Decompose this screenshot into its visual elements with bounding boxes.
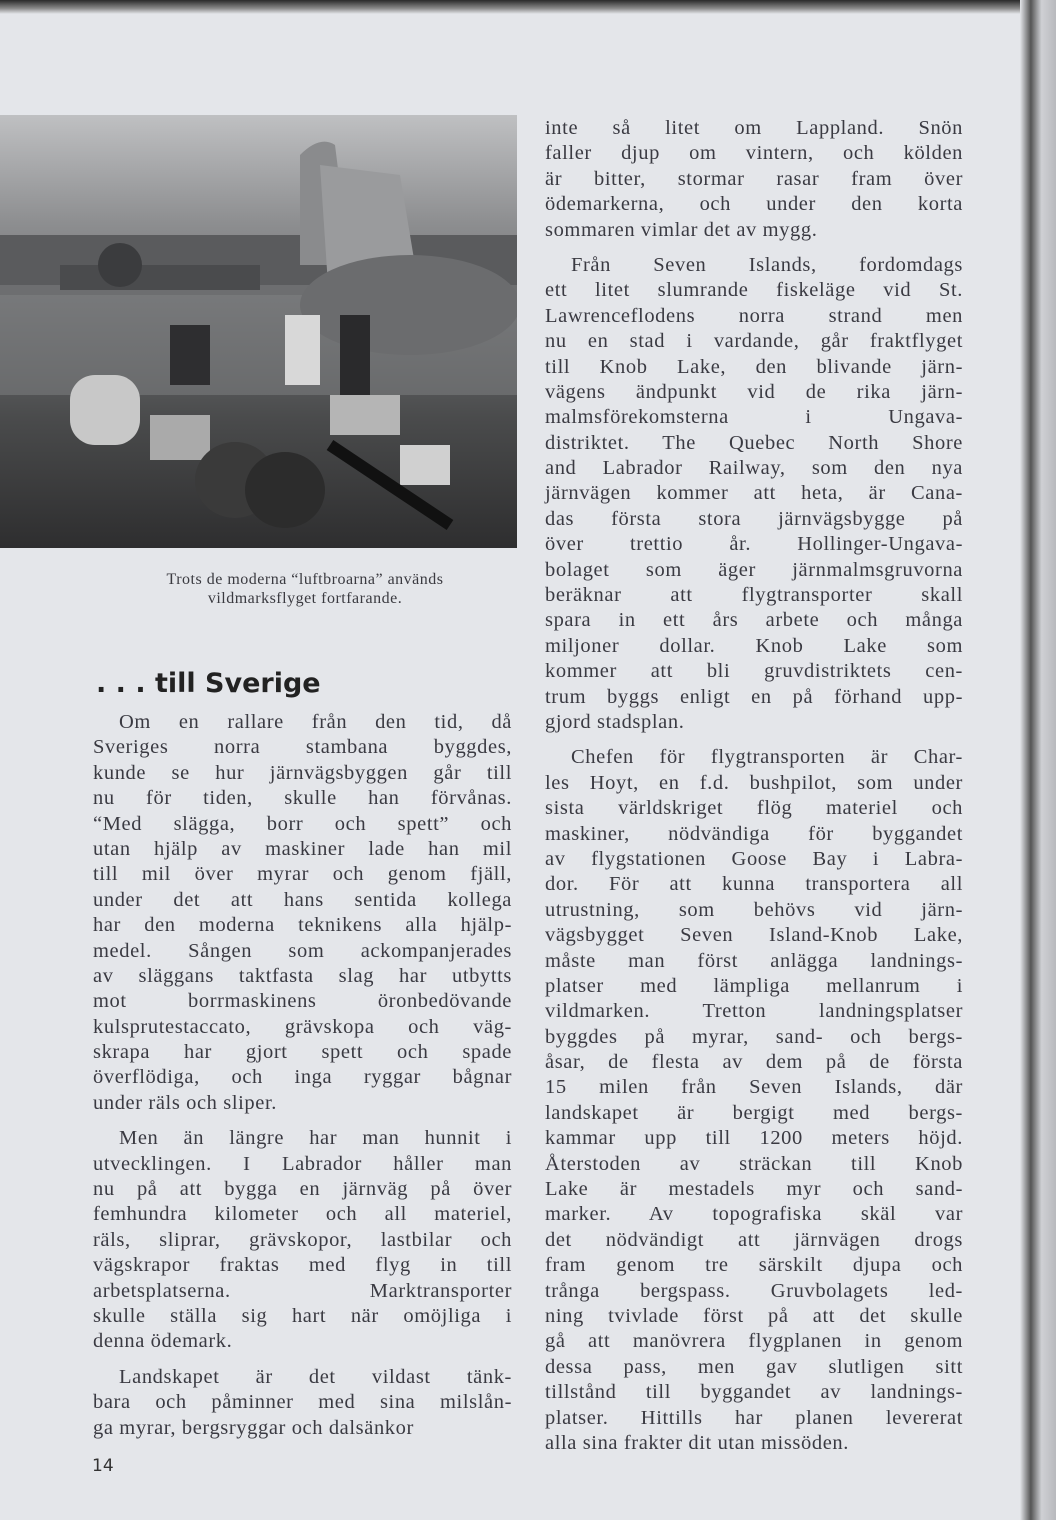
text-line: trånga bergspass. Gruvbolagets led- — [545, 1279, 963, 1302]
text-line: distriktet. The Quebec North Shore — [545, 431, 963, 454]
text-line: alla sina frakter dit utan missöden. — [545, 1431, 849, 1454]
text-line: platser med lämpliga mellanrum i — [545, 974, 963, 997]
text-line: bara och påminner med sina milslån- — [93, 1391, 512, 1414]
paragraph — [545, 745, 963, 1456]
text-line: maskiner, nödvändiga för byggandet — [545, 822, 963, 845]
text-line: järnvägen kommer att heta, är Cana- — [545, 482, 963, 505]
text-line: malmsförekomsterna i Ungava- — [545, 406, 963, 429]
text-line: till Knob Lake, den blivande järn- — [545, 355, 963, 378]
text-line: kulsprutestaccato, grävskopa och väg- — [93, 1015, 512, 1038]
caption-line: vildmarksflyget fortfarande. — [207, 590, 403, 607]
text-line: utan hjälp av maskiner lade han mil — [93, 837, 512, 860]
text-line: Lawrenceflodens norra strand men — [545, 304, 963, 327]
text-line: nu på att bygga en järnväg på över — [93, 1178, 512, 1201]
text-line: det nödvändigt att järnvägen drogs — [545, 1228, 963, 1251]
paragraph — [545, 253, 963, 735]
text-line: Om en rallare från den tid, då — [119, 711, 512, 733]
text-line: Chefen för flygtransporten är Char- — [571, 746, 963, 769]
paragraph — [93, 710, 512, 1116]
text-line: 15 milen från Seven Islands, där — [545, 1076, 963, 1099]
text-line: kammar upp till 1200 meters höjd. — [545, 1127, 963, 1150]
page-number: 14 — [92, 1456, 114, 1476]
text-line: av släggans taktfasta slag har utbytts — [93, 964, 512, 987]
section-heading: . . . till Sverige — [96, 668, 321, 699]
text-line: under det att hans sentida kollega — [93, 888, 512, 911]
text-line: är bitter, stormar rasar fram över — [545, 167, 963, 190]
text-line: av flygstationen Goose Bay i Labra- — [545, 847, 963, 870]
book-spine — [1020, 0, 1056, 1520]
text-line: marker. Av topografiska skäl var — [545, 1203, 963, 1226]
text-line: inte så litet om Lappland. Snön — [545, 117, 963, 139]
text-line: mot borrmaskinens öronbedövande — [93, 990, 512, 1013]
text-line: Lake är mestadels myr och sand- — [545, 1178, 963, 1201]
text-line: and Labrador Railway, som den nya — [545, 457, 963, 480]
text-line: bolaget som äger järnmalmsgruvorna — [545, 558, 963, 581]
text-line: denna ödemark. — [93, 1330, 233, 1353]
text-line: Från Seven Islands, fordomdags — [571, 253, 963, 276]
text-line: sista världskriget flög materiel och — [545, 797, 963, 820]
text-line: vägsbygget Seven Island-Knob Lake, — [545, 924, 963, 947]
text-line: arbetsplatserna. Marktransporter — [93, 1279, 512, 1302]
text-line: Landskapet är det vildast tänk- — [119, 1365, 512, 1388]
caption-line: Trots de moderna “luftbroarna” används — [166, 571, 444, 588]
text-line: överflödiga, och inga ryggar bågnar — [93, 1066, 512, 1089]
text-line: Sveriges norra stambana byggdes, — [93, 736, 512, 759]
text-line: das första stora järnvägsbygge på — [545, 507, 963, 530]
text-line: sommaren vimlar det av mygg. — [545, 218, 818, 241]
text-line: måste man först anlägga landnings- — [545, 949, 963, 972]
text-line: över trettio år. Hollinger-Ungava- — [545, 533, 963, 556]
text-line: beräknar att flygtransporter skall — [545, 584, 963, 607]
text-line: miljoner dollar. Knob Lake som — [545, 634, 963, 657]
photo-cargo-plane-loading — [0, 115, 517, 548]
paragraph — [93, 1126, 512, 1355]
paragraph — [93, 1365, 512, 1441]
paragraph — [545, 116, 963, 243]
text-line: gå att manövrera flygplanen in genom — [545, 1330, 963, 1353]
text-line: femhundra kilometer och all materiel, — [93, 1203, 512, 1226]
text-line: faller djup om vintern, och kölden — [545, 142, 963, 165]
photo-caption — [96, 570, 514, 608]
text-line: räls, sliprar, grävskopor, lastbilar och — [93, 1228, 512, 1251]
text-line: vägens ändpunkt vid de rika järn- — [545, 380, 963, 403]
text-line: Men än längre har man hunnit i — [119, 1127, 512, 1150]
text-line: dessa pass, men gav slutligen sitt — [545, 1355, 963, 1378]
text-line: skrapa har gjort spett och spade — [93, 1041, 512, 1064]
text-line: kommer att bli gruvdistriktets cen- — [545, 660, 963, 683]
text-line: gjord stadsplan. — [545, 710, 685, 733]
text-line: platser. Hittills har planen levererat — [545, 1406, 963, 1429]
text-line: ga myrar, bergsryggar och dalsänkor — [93, 1416, 414, 1439]
photo-illustration — [0, 115, 517, 548]
text-line: nu en stad i vardande, går fraktflyget — [545, 330, 963, 353]
page-top-edge — [0, 0, 1056, 14]
text-line: les Hoyt, en f.d. bushpilot, som under — [545, 771, 963, 794]
text-line: kunde se hur järnvägsbyggen går till — [93, 761, 512, 784]
text-line: ett litet slumrande fiskeläge vid St. — [545, 279, 963, 302]
text-line: trum byggs enligt en på förhand upp- — [545, 685, 963, 708]
text-line: byggdes på myrar, sand- och bergs- — [545, 1025, 963, 1048]
left-text-column — [93, 710, 512, 1451]
text-line: ödemarkerna, och under den korta — [545, 193, 963, 216]
text-line: utrustning, som behövs vid järn- — [545, 898, 963, 921]
text-line: medel. Sången som ackompanjerades — [93, 939, 512, 962]
text-line: till mil över myrar och genom fjäll, — [93, 863, 512, 886]
text-line: vägskrapor fraktas med flyg in till — [93, 1254, 512, 1277]
text-line: har den moderna teknikens alla hjälp- — [93, 914, 512, 937]
text-line: skulle ställa sig hart när omöjliga i — [93, 1304, 512, 1327]
text-line: under räls och sliper. — [93, 1091, 277, 1114]
right-text-column — [545, 116, 963, 1466]
text-line: dor. För att kunna transportera all — [545, 873, 963, 896]
text-line: Återstoden av sträckan till Knob — [545, 1152, 963, 1175]
text-line: utvecklingen. I Labrador håller man — [93, 1152, 512, 1175]
text-line: ning tvivlade först på att det skulle — [545, 1304, 963, 1327]
text-line: landskapet är bergigt med bergs- — [545, 1101, 963, 1124]
text-line: “Med slägga, borr och spett” och — [93, 812, 512, 835]
text-line: åsar, de flesta av dem på de första — [545, 1051, 963, 1074]
text-line: nu för tiden, skulle han förvånas. — [93, 787, 512, 810]
text-line: fram genom tre särskilt djupa och — [545, 1254, 963, 1277]
text-line: vildmarken. Tretton landningsplatser — [545, 1000, 963, 1023]
text-line: spara in ett års arbete och många — [545, 609, 963, 632]
text-line: tillstånd till byggandet av landnings- — [545, 1381, 963, 1404]
